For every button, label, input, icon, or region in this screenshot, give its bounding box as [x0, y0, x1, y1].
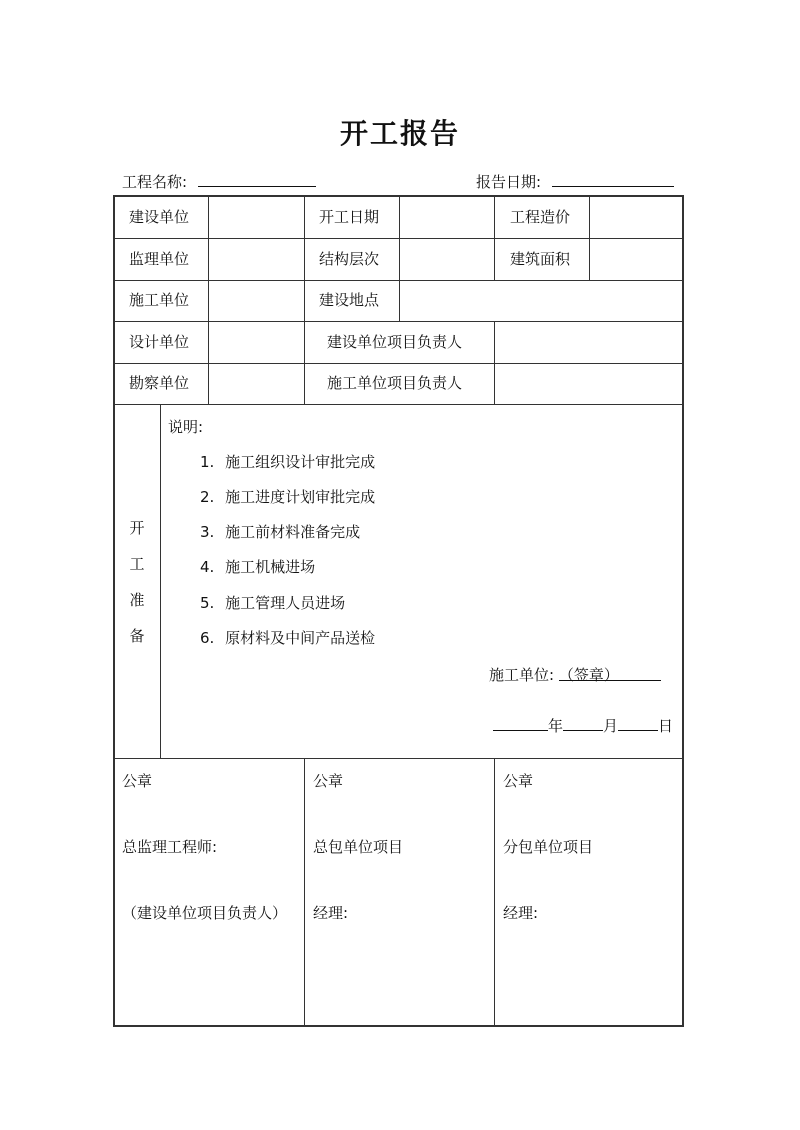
project-name-field [122, 171, 316, 192]
row-divider [113, 363, 684, 364]
date-field [493, 715, 673, 736]
row-divider [113, 758, 684, 759]
project-cost-label: 工程造价 [510, 208, 571, 226]
project-name-input[interactable] [198, 172, 316, 187]
chief-supervisor-label: 总监理工程师: [122, 838, 218, 856]
item-number: 4. [200, 558, 215, 576]
year-input[interactable] [493, 715, 548, 731]
survey-unit-label: 勘察单位 [129, 374, 190, 392]
general-contractor-label: 总包单位项目 [313, 838, 404, 856]
subcontractor-label: 分包单位项目 [503, 838, 594, 856]
col-divider [399, 195, 400, 321]
contractor-project-lead-label: 施工单位项目负责人 [327, 374, 463, 392]
item-text: 施工前材料准备完成 [225, 523, 361, 541]
project-name-label: 工程名称: [122, 173, 188, 191]
row-divider [113, 321, 684, 322]
side-char: 备 [129, 627, 145, 645]
day-input[interactable] [618, 715, 658, 731]
building-area-label: 建筑面积 [510, 250, 571, 268]
list-item [200, 593, 345, 613]
supervision-unit-label: 监理单位 [129, 250, 190, 268]
side-char: 工 [129, 555, 145, 573]
report-date-field [476, 171, 674, 192]
col-divider [494, 758, 495, 1027]
month-label: 月 [603, 717, 619, 735]
construction-unit-label: 建设单位 [129, 208, 190, 226]
list-item [200, 452, 375, 472]
seal-label: （签章） [558, 666, 619, 684]
seal-label-col3: 公章 [503, 772, 534, 790]
col-divider [208, 195, 209, 405]
item-number: 5. [200, 594, 215, 612]
general-contractor-manager-label: 经理: [313, 904, 349, 922]
note-label: 说明: [168, 418, 204, 436]
item-text: 原材料及中间产品送检 [225, 629, 376, 647]
side-char: 准 [129, 591, 145, 609]
side-char: 开 [129, 519, 145, 537]
col-divider [494, 195, 495, 281]
seal-line[interactable] [558, 665, 661, 684]
structure-levels-label: 结构层次 [319, 250, 380, 268]
col-divider [494, 321, 495, 405]
col-divider [589, 195, 590, 281]
design-unit-label: 设计单位 [129, 333, 190, 351]
start-date-label: 开工日期 [319, 208, 380, 226]
col-divider [304, 758, 305, 1027]
contractor-seal-field [489, 665, 661, 685]
col-divider [304, 321, 305, 405]
item-text: 施工组织设计审批完成 [225, 453, 376, 471]
row-divider [113, 404, 684, 405]
day-label: 日 [658, 717, 674, 735]
report-date-label: 报告日期: [476, 173, 542, 191]
year-label: 年 [548, 717, 564, 735]
construction-site-label: 建设地点 [319, 291, 380, 309]
contractor-unit-label: 施工单位 [129, 291, 190, 309]
page-title: 开工报告 [339, 117, 460, 150]
item-text: 施工进度计划审批完成 [225, 488, 376, 506]
item-number: 1. [200, 453, 215, 471]
list-item [200, 557, 315, 577]
preparation-side-label [113, 517, 161, 661]
owner-lead-note: （建设单位项目负责人） [122, 904, 288, 922]
col-divider [304, 195, 305, 321]
seal-label-col1: 公章 [122, 772, 153, 790]
report-date-input[interactable] [552, 172, 674, 187]
item-text: 施工机械进场 [225, 558, 316, 576]
owner-project-lead-label: 建设单位项目负责人 [327, 333, 463, 351]
subcontractor-manager-label: 经理: [503, 904, 539, 922]
item-number: 3. [200, 523, 215, 541]
item-text: 施工管理人员进场 [225, 594, 346, 612]
list-item [200, 628, 375, 648]
contractor-unit-sign-label: 施工单位: [489, 666, 555, 684]
seal-label-col2: 公章 [313, 772, 344, 790]
item-number: 2. [200, 488, 215, 506]
list-item [200, 522, 360, 542]
item-number: 6. [200, 629, 215, 647]
list-item [200, 487, 375, 507]
month-input[interactable] [563, 715, 603, 731]
